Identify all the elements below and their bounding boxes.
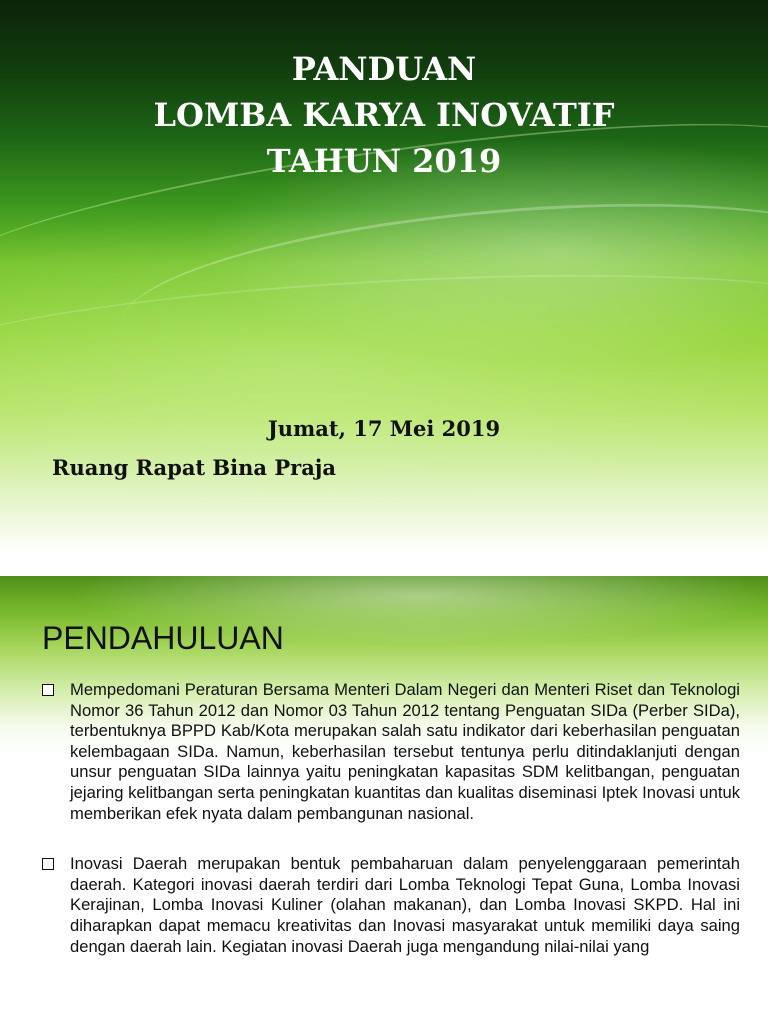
checkbox-bullet-icon bbox=[42, 684, 54, 696]
bullet-text: Inovasi Daerah merupakan bentuk pembaharuan dalam penyelenggaraan pemerintah daerah. Kategori inovasi daerah terdiri dari Lomba Teknologi Tepat Guna, Lomba Inovasi Kerajinan, Lomba Inovasi Kuliner (olahan makanan), dan Lomba Inovasi SKPD. Hal ini diharapkan dapat memacu kreativitas dan Inovasi masyarakat untuk memiliki daya saing dengan daerah lain. Kegiatan inovasi Daerah juga mengandung nilai-nilai yang bbox=[70, 854, 740, 956]
title-line-3: TAHUN 2019 bbox=[266, 142, 502, 180]
event-place: Ruang Rapat Bina Praja bbox=[52, 455, 337, 480]
event-date: Jumat, 17 Mei 2019 bbox=[267, 416, 501, 441]
bullet-list bbox=[40, 680, 740, 987]
title-line-1: PANDUAN bbox=[291, 50, 477, 88]
list-item bbox=[40, 854, 740, 957]
title-line-2: LOMBA KARYA INOVATIF bbox=[153, 96, 615, 134]
section-heading: PENDAHULUAN bbox=[42, 620, 284, 656]
checkbox-bullet-icon bbox=[42, 858, 54, 870]
introduction-slide bbox=[0, 576, 768, 1024]
slide-title bbox=[0, 46, 768, 184]
list-item bbox=[40, 680, 740, 824]
bullet-text: Mempedomani Peraturan Bersama Menteri Dalam Negeri dan Menteri Riset dan Teknologi Nomor 36 Tahun 2012 dan Nomor 03 Tahun 2012 tentang Penguatan SIDa (Perber SIDa), terbentuknya BPPD Kab/Kota merupakan salah satu indikator dari keberhasilan penguatan kelembagaan SIDa. Namun, keberhasilan tersebut tentunya perlu ditindaklanjuti dengan unsur penguatan SIDa lainnya yaitu peningkatan kapasitas SDM kelitbangan, penguatan jejaring kelitbangan serta peningkatan kuantitas dan kualitas diseminasi Iptek Inovasi untuk memberikan efek nyata dalam pembangunan nasional. bbox=[70, 680, 740, 823]
